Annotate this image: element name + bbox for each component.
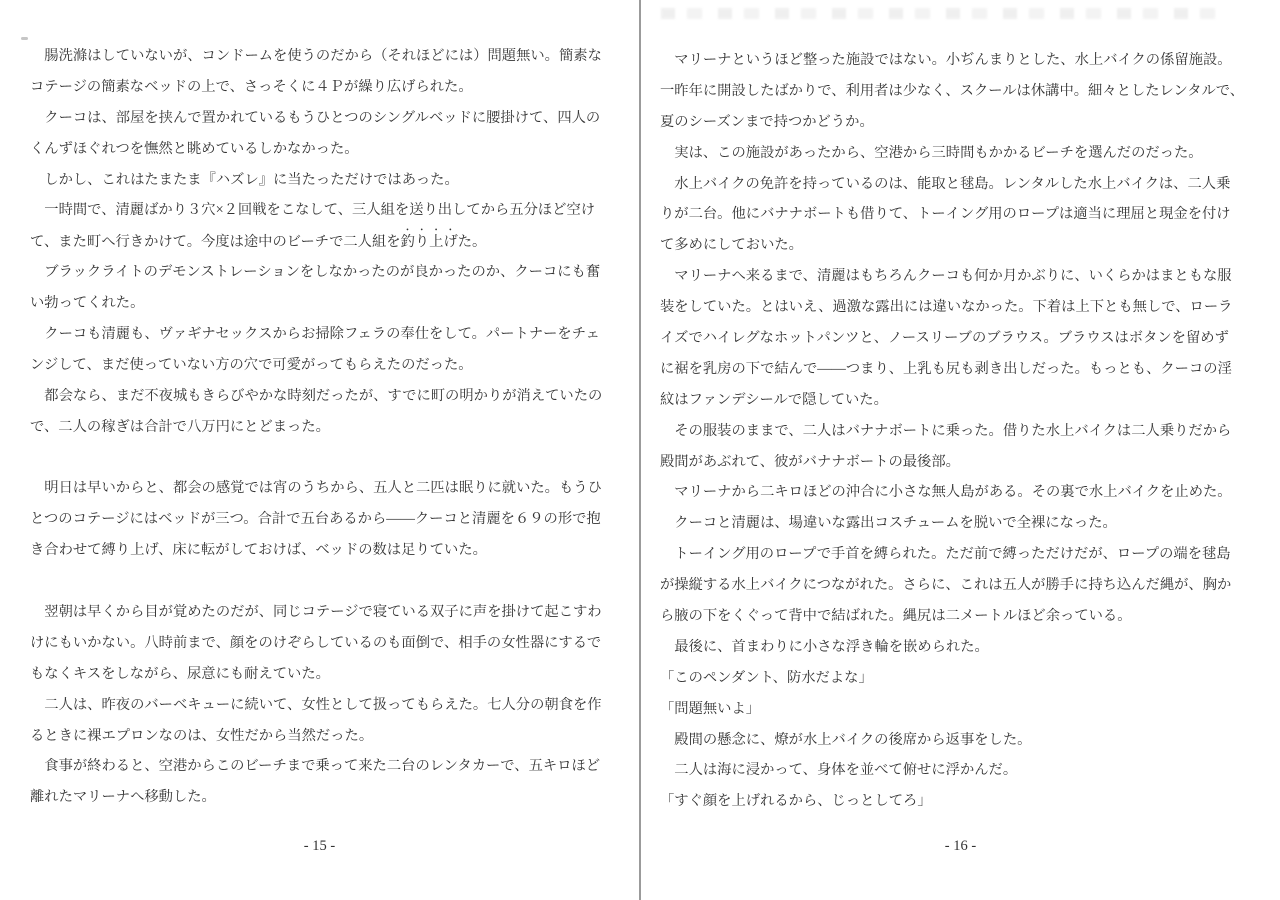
text-line: るときに裸エプロンなのは、女性だから当然だった。 [30, 727, 374, 744]
text-line: 殿間があぶれて、彼がバナナボートの最後部。 [660, 453, 960, 470]
text-line: クーコは、部屋を挟んで置かれているもうひとつのシングルベッドに腰掛けて、四人の [30, 109, 601, 126]
text-line: けにもいかない。八時前まで、顔をのけぞらしているのも面倒で、相手の女性器にするで [30, 634, 602, 651]
text-line: 都会なら、まだ不夜城もきらびやかな時刻だったが、すでに町の明かりが消えていたの [30, 387, 603, 404]
text-line: 腸洗滌はしていないが、コンドームを使うのだから（それほどには）問題無い。簡素な [30, 48, 602, 64]
text-line: ブラックライトのデモンストレーションをしなかったのが良かったのか、クーコにも奮 [30, 264, 601, 281]
text-line: 実は、この施設があったから、空港から三時間もかかるビーチを選んだのだった。 [660, 144, 1203, 161]
text-line: その服装のままで、二人はバナナボートに乗った。借りた水上バイクは二人乗りだから [660, 422, 1232, 439]
text-line: 装をしていた。とはいえ、過激な露出には違いなかった。下着は上下とも無しで、ローラ [660, 299, 1233, 316]
text-line: に裾を乳房の下で結んで——つまり、上乳も尻も剥き出しだった。もっとも、クーコの淫 [660, 360, 1232, 377]
text-line: 二人は、昨夜のバーベキューに続いて、女性として扱ってもらえた。七人分の朝食を作 [30, 696, 602, 713]
page-15-number: - 15 - [303, 838, 336, 854]
text-line: もなくキスをしながら、尿意にも耐えていた。 [30, 665, 330, 682]
text-line: 水上バイクの免許を持っているのは、能取と毬島。レンタルした水上バイクは、二人乗 [660, 175, 1231, 192]
text-line: き合わせて縛り上げ、床に転がしておけば、ベッドの数は足りていた。 [30, 542, 487, 559]
text-line: マリーナへ来るまで、清麗はもちろんクーコも何か月かぶりに、いくらかはまともな服 [660, 268, 1232, 285]
text-line: くんずほぐれつを憮然と眺めているしかなかった。 [30, 140, 359, 157]
text-line: 一昨年に開設したばかりで、利用者は少なく、スクールは休講中。細々としたレンタルで、 [660, 82, 1245, 99]
text-line: て多めにしておいた。 [660, 237, 803, 254]
text-line: 最後に、首まわりに小さな浮き輪を嵌められた。 [660, 638, 989, 655]
text-line: トーイング用のロープで手首を縛られた。ただ前で縛っただけだが、ロープの端を毬島 [660, 546, 1231, 563]
text-line: りが二台。他にバナナボートも借りて、トーイング用のロープは適当に理屈と現金を付け [660, 206, 1231, 223]
text-line: 明日は早いからと、都会の感覚では宵のうちから、五人と二匹は眠りに就いた。もうひ [30, 480, 602, 497]
text-line: 「このペンダント、防水だよな」 [660, 669, 873, 686]
text-line: しかし、これはたまたま『ハズレ』に当たっただけではあった。 [30, 171, 459, 188]
text-line: イズでハイレグなホットパンツと、ノースリーブのブラウス。ブラウスはボタンを留めず [660, 330, 1229, 347]
text-line: 「すぐ顔を上げれるから、じっとしてろ」 [660, 793, 932, 810]
page-15 [0, 0, 639, 900]
text-line: とつのコテージにはベッドが三つ。合計で五台あるから——クーコと清麗を６９の形で抱 [30, 511, 601, 528]
text-line: 翌朝は早くから目が覚めたのだが、同じコテージで寝ている双子に声を掛けて起こすわ [30, 604, 602, 621]
page-16 [641, 0, 1280, 900]
text-line: 一時間で、清麗ばかり３穴×２回戦をこなして、三人組を送り出してから五分ほど空け [30, 202, 596, 219]
page-15-text [30, 41, 614, 813]
blank-line [30, 443, 614, 474]
text-line: 殿間の懸念に、燎が水上バイクの後席から返事をした。 [660, 731, 1032, 748]
text-line: 「問題無いよ」 [660, 700, 761, 717]
text-line: ら腋の下をくぐって背中で結ばれた。縄尻は二メートルほど余っている。 [660, 608, 1132, 625]
text-line: て、また町へ行きかけて。今度は途中のビーチで二人組を釣り上げた。 [30, 234, 487, 251]
text-line: 食事が終わると、空港からこのビーチまで乗って来た二台のレンタカーで、五キロほど [30, 758, 601, 775]
text-line: 紋はファンデシールで隠していた。 [660, 391, 888, 408]
text-line: が操縦する水上バイクにつながれた。さらに、これは五人が勝手に持ち込んだ縄が、胸か [660, 577, 1232, 594]
text-line: マリーナから二キロほどの沖合に小さな無人島がある。その裏で水上バイクを止めた。 [660, 484, 1232, 501]
text-line: クーコも清麗も、ヴァギナセックスからお掃除フェラの奉仕をして。パートナーをチェ [30, 326, 600, 343]
scan-artifact-dot [21, 37, 28, 40]
page-16-text [660, 45, 1248, 817]
text-line: ンジして、まだ使っていない方の穴で可愛がってもらえたのだった。 [30, 356, 473, 373]
page-16-number: - 16 - [944, 838, 977, 854]
text-line: コテージの簡素なベッドの上で、さっそくに４Ｐが繰り広げられた。 [30, 78, 473, 95]
scan-artifact-faint-text-line [661, 8, 1227, 19]
text-line: マリーナというほど整った施設ではない。小ぢんまりとした、水上バイクの係留施設。 [660, 52, 1232, 68]
text-line: クーコと清麗は、場違いな露出コスチュームを脱いで全裸になった。 [660, 515, 1117, 532]
text-line: 夏のシーズンまで持つかどうか。 [660, 113, 874, 130]
text-line: 二人は海に浸かって、身体を並べて俯せに浮かんだ。 [660, 762, 1018, 779]
text-line: い勃ってくれた。 [30, 295, 145, 312]
emphasis-dots-text: 釣り上げ [400, 234, 458, 251]
blank-line [30, 566, 614, 597]
text-line: で、二人の稼ぎは合計で八万円にとどまった。 [30, 418, 330, 435]
text-line: 離れたマリーナへ移動した。 [30, 789, 216, 806]
